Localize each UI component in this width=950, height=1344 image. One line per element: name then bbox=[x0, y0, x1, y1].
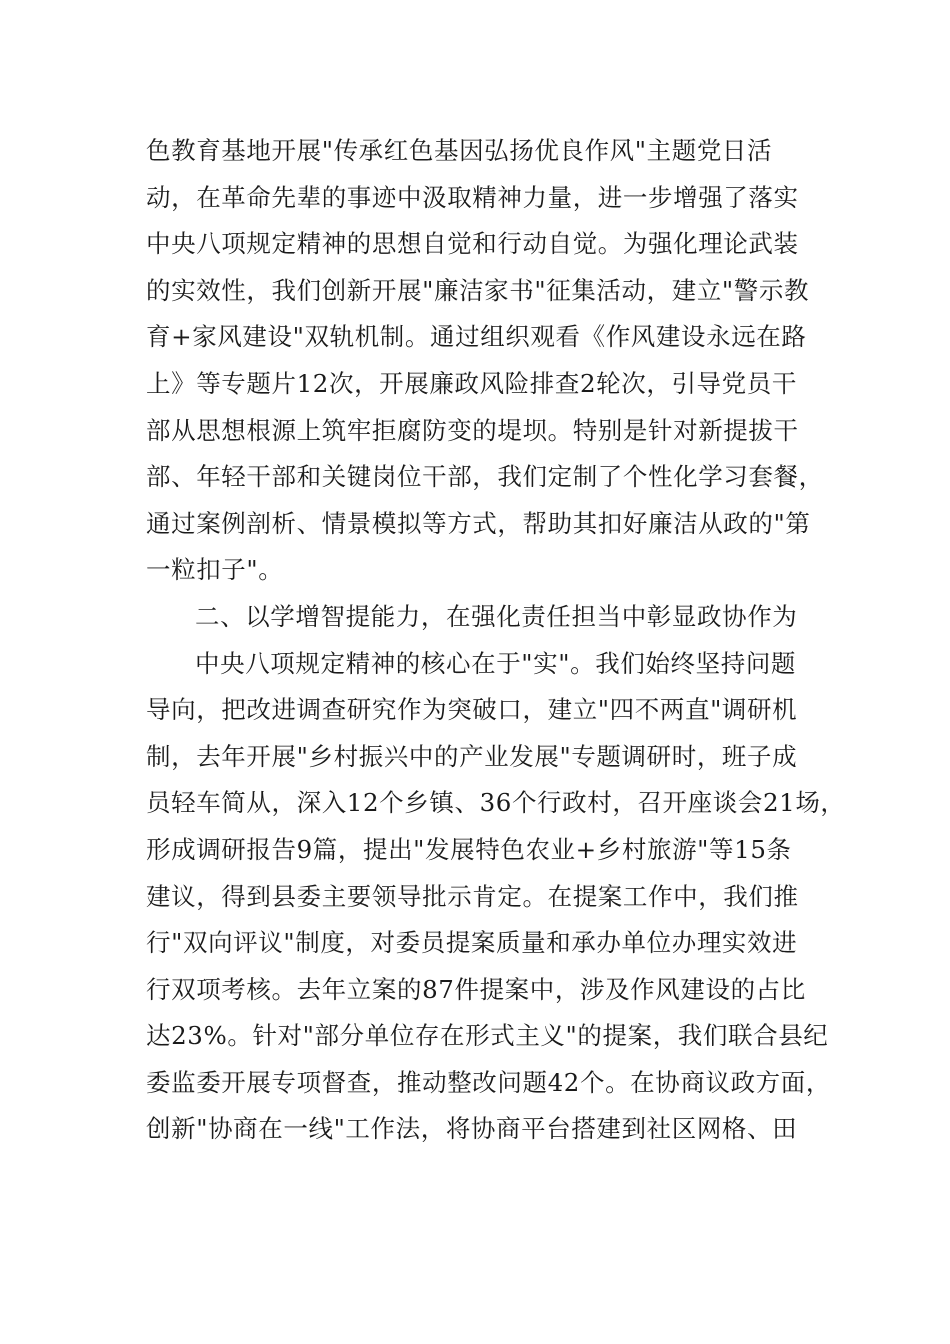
text-line: 部从思想根源上筑牢拒腐防变的堤坝。特别是针对新提拔干 bbox=[146, 415, 799, 445]
text-line: 创新"协商在一线"工作法，将协商平台搭建到社区网格、田 bbox=[146, 1114, 798, 1144]
text-line: 部、年轻干部和关键岗位干部，我们定制了个性化学习套餐， bbox=[146, 462, 824, 492]
text-line: 员轻车简从，深入12个乡镇、36个行政村，召开座谈会21场， bbox=[146, 788, 846, 818]
text-line: 色教育基地开展"传承红色基因弘扬优良作风"主题党日活 bbox=[146, 136, 773, 165]
text-line: 达23%。针对"部分单位存在形式主义"的提案，我们联合县纪 bbox=[146, 1021, 829, 1051]
text-line: 制，去年开展"乡村振兴中的产业发展"专题调研时，班子成 bbox=[146, 741, 798, 771]
text-line: 行双项考核。去年立案的87件提案中，涉及作风建设的占比 bbox=[146, 974, 806, 1004]
text-line: 一粒扣子"。 bbox=[146, 555, 284, 585]
text-line: 的实效性，我们创新开展"廉洁家书"征集活动，建立"警示教 bbox=[146, 275, 810, 305]
text-line: 建议，得到县委主要领导批示肯定。在提案工作中，我们推 bbox=[146, 881, 799, 911]
section-heading: 二、以学增智提能力，在强化责任担当中彰显政协作为 bbox=[195, 601, 798, 631]
text-line: 中央八项规定精神的核心在于"实"。我们始终坚持问题 bbox=[195, 648, 797, 678]
text-line: 导向，把改进调查研究作为突破口，建立"四不两直"调研机 bbox=[146, 695, 798, 725]
body-text bbox=[146, 128, 846, 1153]
text-line: 形成调研报告9篇，提出"发展特色农业+乡村旅游"等15条 bbox=[146, 834, 792, 864]
text-line: 行"双向评议"制度，对委员提案质量和承办单位办理实效进 bbox=[146, 928, 798, 958]
text-line: 委监委开展专项督查，推动整改问题42个。在协商议政方面， bbox=[146, 1067, 831, 1097]
text-line: 育+家风建设"双轨机制。通过组织观看《作风建设永远在路 bbox=[146, 322, 807, 352]
text-line: 中央八项规定精神的思想自觉和行动自觉。为强化理论武装 bbox=[146, 229, 799, 259]
text-line: 上》等专题片12次，开展廉政风险排查2轮次，引导党员干 bbox=[146, 368, 797, 398]
text-line: 动，在革命先辈的事迹中汲取精神力量，进一步增强了落实 bbox=[146, 182, 799, 212]
text-line: 通过案例剖析、情景模拟等方式，帮助其扣好廉洁从政的"第 bbox=[146, 508, 811, 538]
